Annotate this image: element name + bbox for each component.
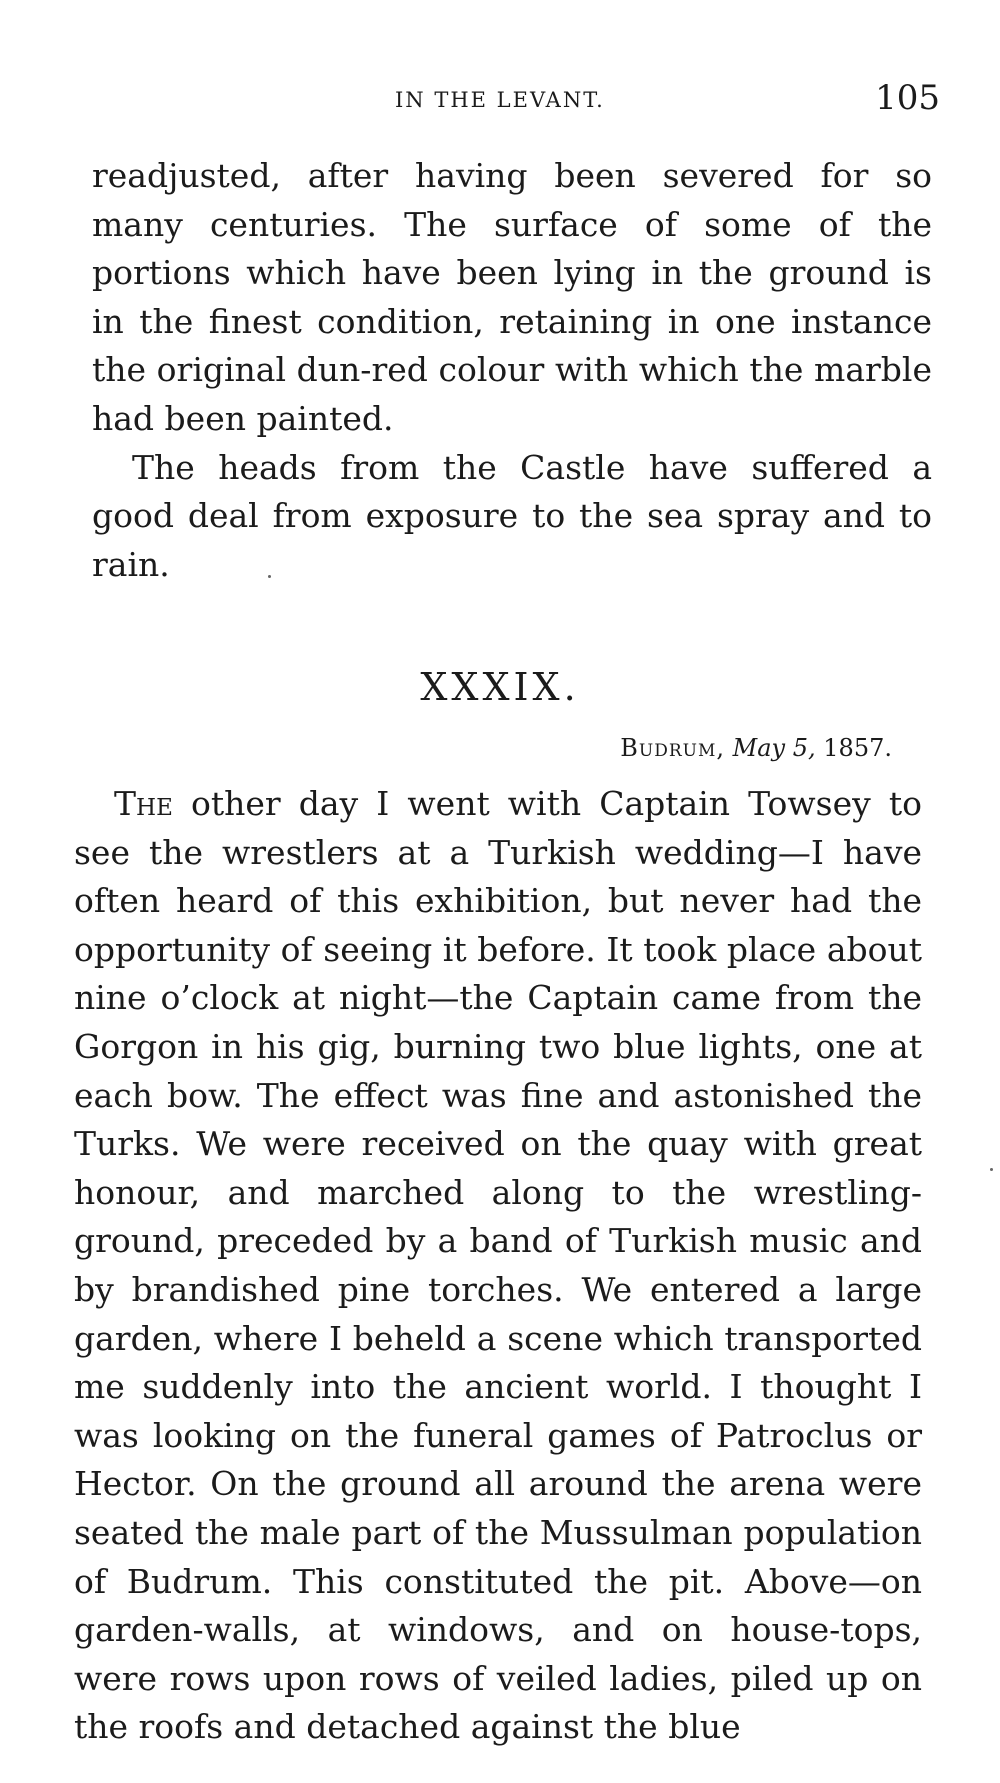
dateline-place: Budrum,	[620, 734, 726, 762]
page-number: 105	[875, 78, 940, 118]
dateline-year: 1857.	[823, 734, 892, 762]
letter-text: other day I went with Captain Towsey to see the wrestlers at a Turkish wedding—I have often heard of this exhibition, but never had the opportunity of seeing it before. It took place about nine o’clock at night—the Captain came from the Gorgon in his gig, burning two blue lights, one at each bow. The effect was fine and astonished the Turks. We were received on the quay with great honour, and marched along to the wrestling-ground, preceded by a band of Turkish music and by brandished pine torches. We entered a large garden, where I beheld a scene which transported me suddenly into the ancient world. I thought I was looking on the funeral games of Patroclus or Hector. On the ground all around the arena were seated the male part of the Mussulman population of Budrum. This constituted the pit. Above—on garden-walls, at windows, and on house-tops, were rows upon rows of veiled ladies, piled up on the roofs and detached against the blue	[74, 784, 922, 1747]
continued-text	[92, 152, 932, 589]
opening-word: The	[114, 784, 173, 823]
running-title: IN THE LEVANT.	[395, 88, 605, 112]
print-speck	[268, 575, 271, 578]
print-speck	[990, 1168, 993, 1171]
letter-body	[74, 780, 922, 1752]
dateline-date: May 5,	[732, 734, 816, 762]
paragraph: The heads from the Castle have suffered a good deal from exposure to the sea spray and to rain.	[92, 447, 932, 584]
letter-number-heading: XXXIX.	[420, 665, 580, 709]
letter-dateline	[620, 734, 892, 762]
paragraph	[74, 780, 922, 1752]
running-head	[90, 78, 940, 118]
paragraph: readjusted, after having been severed for so many centuries. The surface of some of the portions which have been lying in the ground is in the finest condition, retaining in one instance the original dun-red colour with which the marble had been painted.	[92, 156, 932, 438]
